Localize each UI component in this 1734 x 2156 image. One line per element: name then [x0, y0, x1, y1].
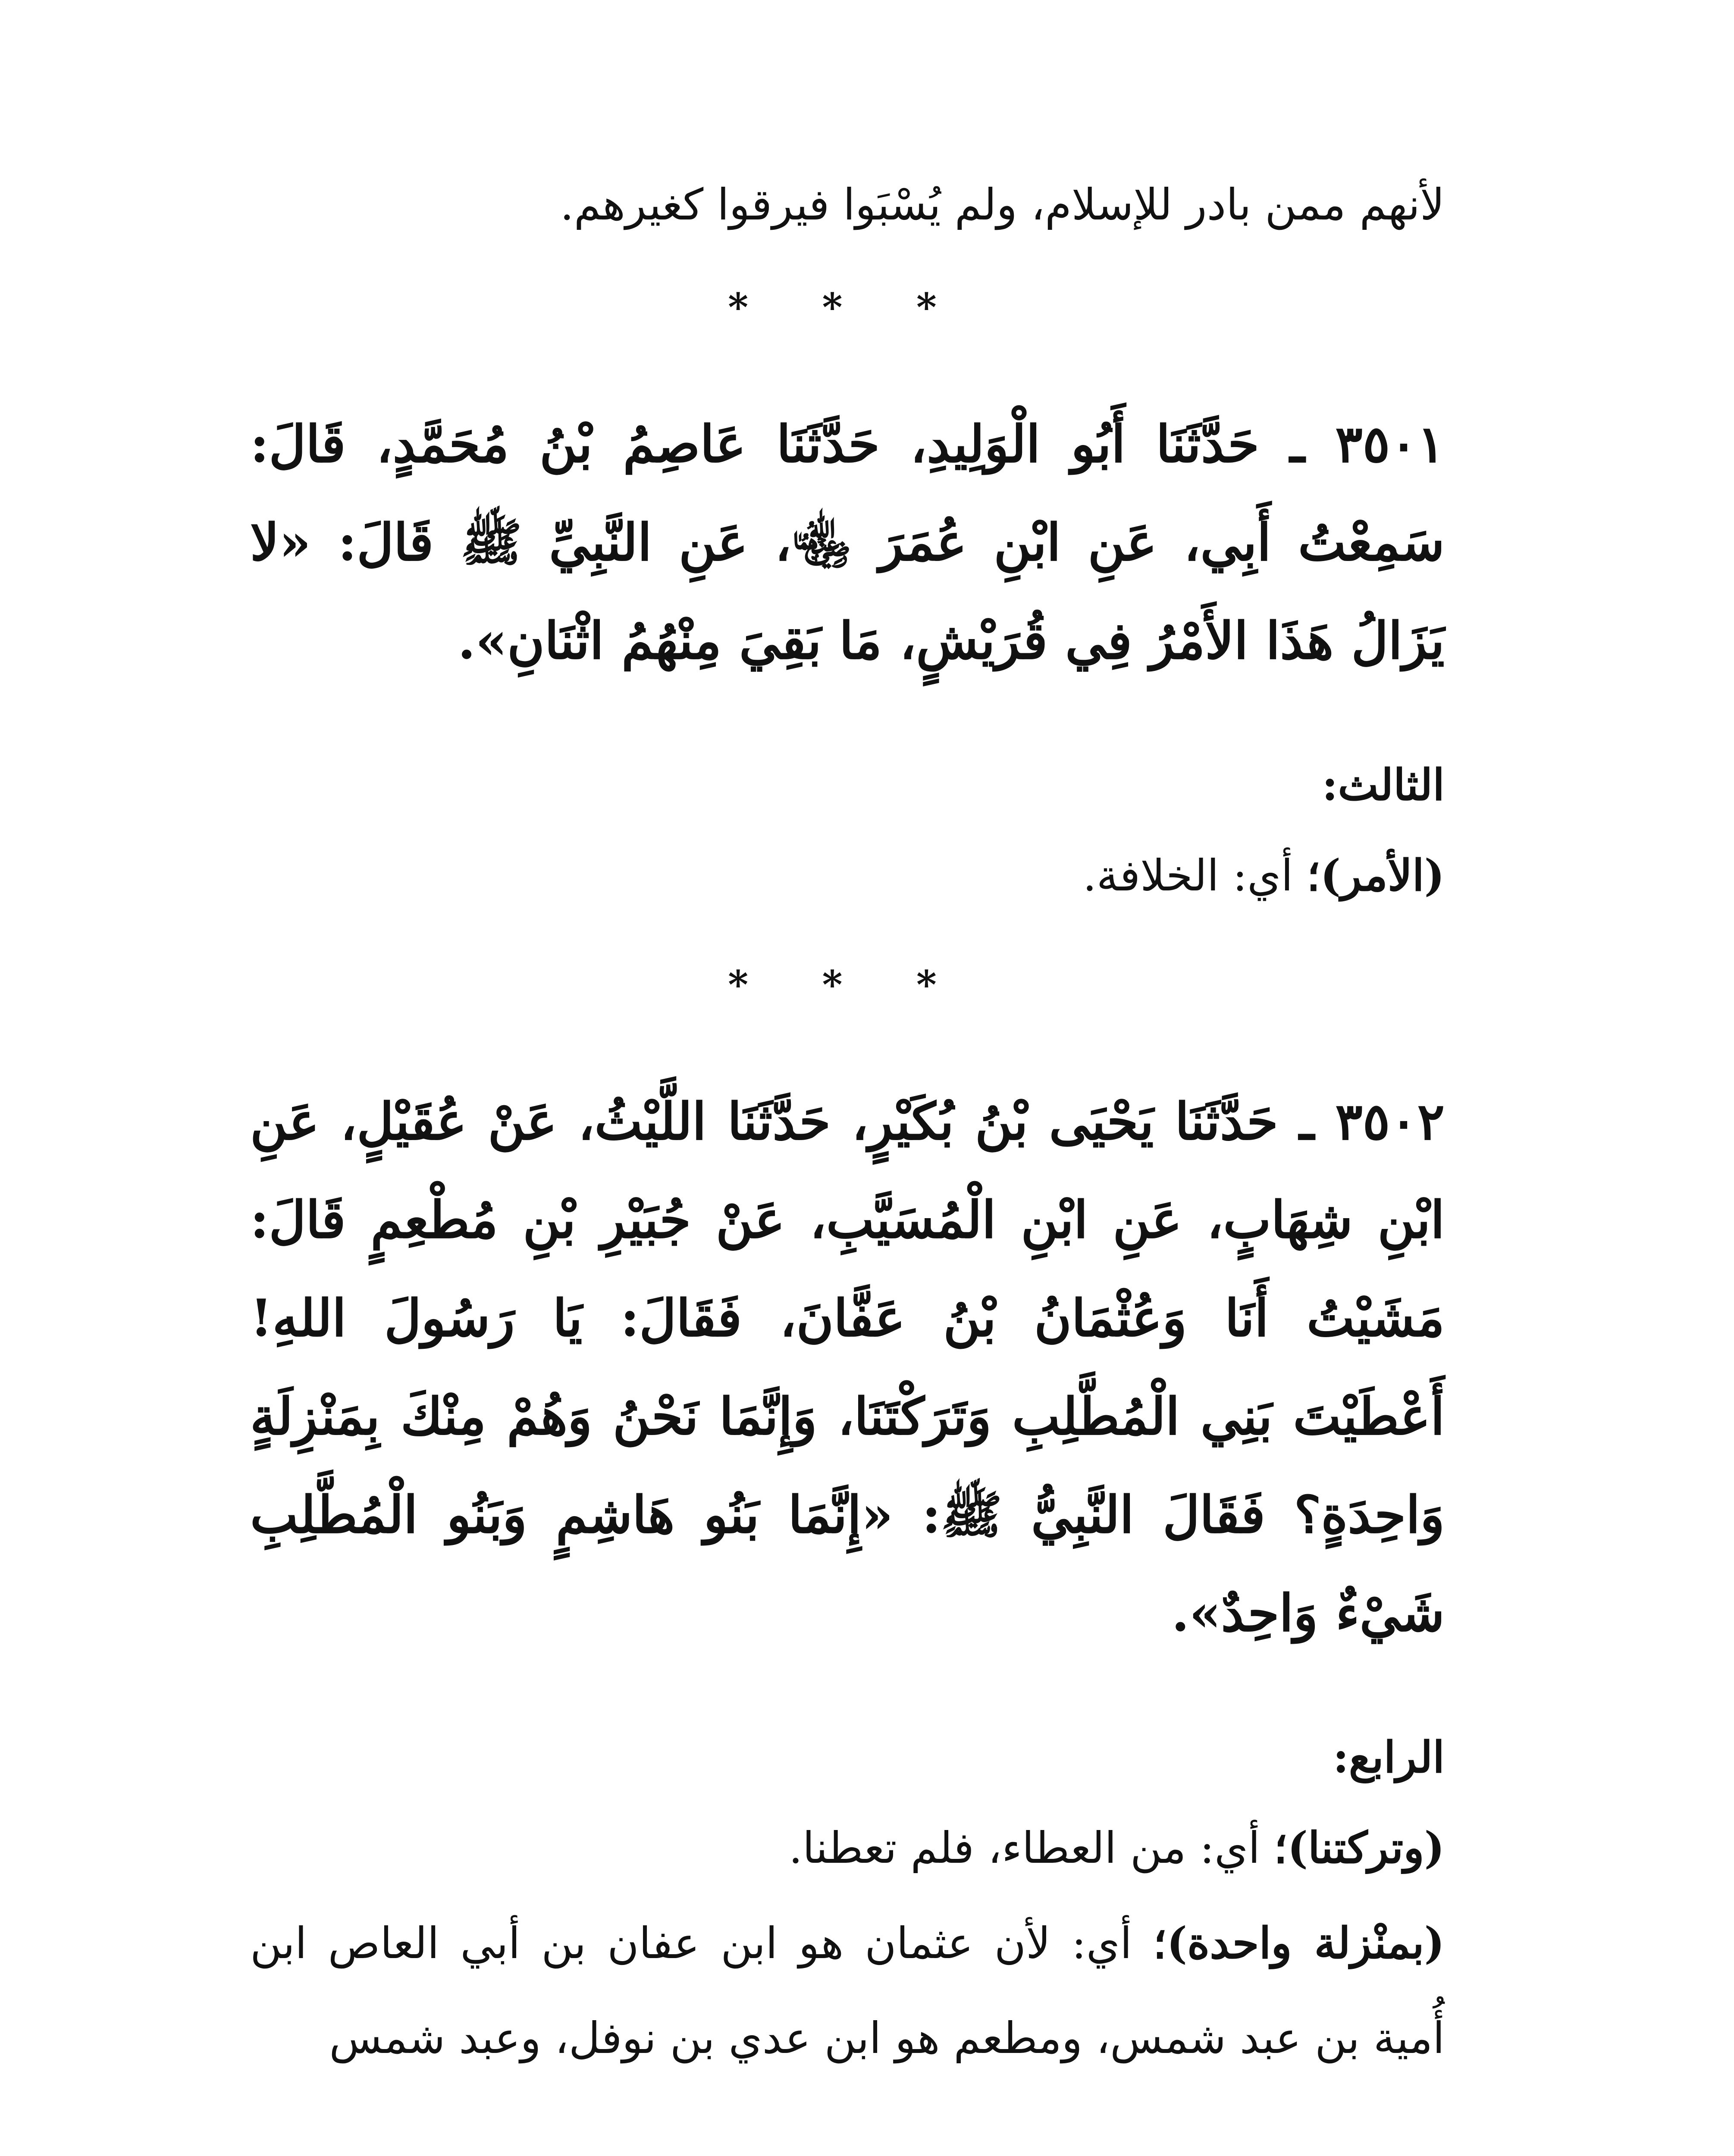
section-separator: * * *	[728, 285, 967, 330]
note-text: أي: لأن عثمان هو ابن عفان بن أبي العاص ابن أُمية بن عبد شمس، ومطعم هو ابن عدي بن نوفل، وعبد شمس	[250, 1918, 1445, 2063]
note-term: (بمنْزلة واحدة)؛	[1153, 1918, 1445, 1968]
intro-line: لأنهم ممن بادر للإسلام، ولم يُسْبَوا فيرقوا كغيرهم.	[560, 179, 1445, 230]
book-page	[250, 164, 1445, 2156]
note-al-amr	[250, 828, 1445, 923]
heading-fourth: الرابع:	[1333, 1732, 1445, 1783]
note-text: أي: من العطاء، فلم تعطنا.	[789, 1823, 1274, 1873]
hadith-3501	[250, 395, 1445, 690]
heading-third: الثالث:	[1322, 759, 1445, 810]
hadith-3502-text: ٣٥٠٢ ـ حَدَّثَنَا يَحْيَى بْنُ بُكَيْرٍ، حَدَّثَنَا اللَّيْثُ، عَنْ عُقَيْلٍ، عَنِ ابْنِ شِهَابٍ، عَنِ ابْنِ الْمُسَيَّبِ، عَنْ جُبَيْرِ بْنِ مُطْعِمٍ قَالَ: مَشَيْتُ أَنَا وَعُثْمَانُ بْنُ عَفَّانَ، فَقَالَ: يَا رَسُولَ اللهِ! أَعْطَيْتَ بَنِي الْمُطَّلِبِ وَتَرَكْتَنَا، وَإِنَّمَا نَحْنُ وَهُمْ مِنْكَ بِمَنْزِلَةٍ وَاحِدَةٍ؟ فَقَالَ النَّبِيُّ ﷺ: «إِنَّمَا بَنُو هَاشِمٍ وَبَنُو الْمُطَّلِبِ شَيْءٌ وَاحِدٌ».	[250, 1091, 1445, 1643]
note-term: (وتركتنا)؛	[1273, 1822, 1445, 1873]
hadith-3502	[250, 1072, 1445, 1662]
note-text: أي: الخلافة.	[1083, 850, 1307, 901]
note-bi-manzila	[250, 1896, 1445, 2086]
note-term: (الأمر)؛	[1307, 850, 1445, 901]
hadith-3501-text: ٣٥٠١ ـ حَدَّثَنَا أَبُو الْوَلِيدِ، حَدَّثَنَا عَاصِمُ بْنُ مُحَمَّدٍ، قَالَ: سَمِعْتُ أَبِي، عَنِ ابْنِ عُمَرَ ﵄، عَنِ النَّبِيِّ ﷺ قَالَ: «لا يَزَالُ هَذَا الأَمْرُ فِي قُرَيْشٍ، مَا بَقِيَ مِنْهُمُ اثْنَانِ».	[250, 414, 1445, 671]
section-separator: * * *	[728, 962, 967, 1008]
note-wa-taraktana	[250, 1800, 1445, 1896]
